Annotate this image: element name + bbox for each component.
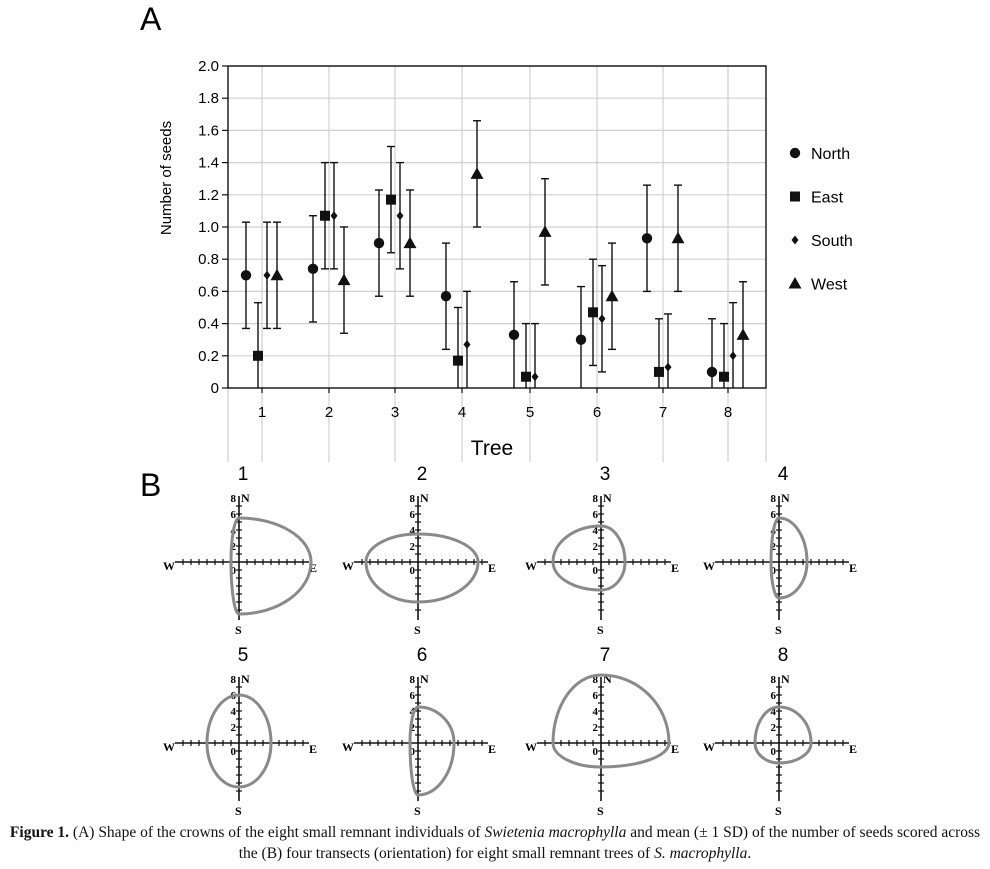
series-east: [253, 147, 729, 389]
west-label: W: [163, 740, 175, 754]
radial-tick-label: 2: [592, 541, 598, 553]
crown-outline: [553, 675, 669, 767]
crown-plot-title: 3: [599, 464, 611, 485]
radial-tick-label: 6: [770, 509, 776, 521]
data-point: [521, 372, 531, 382]
crown-plot-4: [703, 464, 857, 637]
figure-caption: [0, 822, 990, 864]
radial-tick-label: 4: [230, 525, 236, 537]
data-point: [654, 367, 664, 377]
north-label: N: [603, 491, 612, 505]
data-point: [719, 372, 729, 382]
south-label: S: [414, 623, 421, 637]
data-point: [441, 291, 451, 301]
data-point: [707, 367, 717, 377]
caption-text-3: .: [747, 845, 752, 862]
x-tick-label: 3: [390, 404, 400, 421]
y-tick-label: 1.2: [198, 186, 219, 204]
data-point: [320, 211, 330, 221]
data-point: [271, 269, 284, 281]
radial-tick-label: 8: [230, 493, 236, 505]
y-tick-label: 2.0: [198, 58, 219, 75]
data-point: [404, 237, 417, 249]
radial-tick-label: 2: [409, 722, 415, 734]
crown-plot-7: [525, 645, 679, 818]
legend-marker-east: [790, 192, 800, 202]
data-point: [532, 372, 539, 381]
radial-tick-label: 4: [409, 525, 415, 537]
y-tick-label: 1.6: [198, 122, 219, 140]
east-label: E: [309, 561, 318, 575]
legend-marker-west: [789, 277, 802, 289]
west-label: W: [163, 559, 175, 573]
crown-plot-8: [703, 645, 857, 818]
radial-tick-label: 2: [409, 541, 415, 553]
north-label: N: [603, 672, 612, 686]
x-tick-label: 6: [592, 404, 602, 421]
crown-plot-title: 7: [599, 645, 611, 666]
east-label: E: [309, 742, 318, 756]
crown-outline: [755, 707, 811, 763]
series-west: [271, 121, 750, 388]
data-point: [264, 271, 271, 280]
radial-tick-label: 8: [770, 493, 776, 505]
y-tick-label: 1.4: [198, 154, 219, 172]
panel-b-label: B: [140, 467, 162, 503]
south-label: S: [597, 623, 604, 637]
radial-tick-label: 8: [409, 493, 415, 505]
crown-plot-title: 8: [777, 645, 789, 666]
south-label: S: [235, 623, 242, 637]
caption-label: Figure 1.: [9, 824, 70, 841]
north-label: N: [420, 672, 429, 686]
y-tick-label: 1.0: [198, 219, 219, 236]
data-point: [642, 233, 652, 243]
north-label: N: [241, 491, 250, 505]
data-point: [308, 264, 318, 274]
data-point: [576, 335, 586, 345]
radial-tick-label: 6: [230, 509, 236, 521]
crown-shape-charts: [163, 464, 857, 818]
south-label: S: [235, 804, 242, 818]
data-point: [509, 330, 519, 340]
x-tick-label: 8: [723, 404, 733, 421]
radial-tick-label: 6: [409, 509, 415, 521]
data-point: [241, 270, 251, 280]
y-tick-label: 0.4: [198, 315, 219, 333]
north-label: N: [781, 491, 790, 505]
radial-tick-label: 6: [592, 690, 598, 702]
data-point: [453, 356, 463, 366]
radial-tick-label: 2: [592, 722, 598, 734]
radial-tick-label: 2: [770, 541, 776, 553]
radial-tick-label: 2: [230, 541, 236, 553]
east-label: E: [671, 561, 680, 575]
east-label: E: [849, 742, 858, 756]
west-label: W: [703, 740, 715, 754]
south-label: S: [414, 804, 421, 818]
crown-plot-3: [525, 464, 679, 637]
radial-tick-label: 6: [770, 690, 776, 702]
series-south: [263, 163, 737, 388]
series-north: [241, 185, 717, 388]
south-label: S: [775, 804, 782, 818]
radial-tick-label: 4: [770, 525, 776, 537]
legend: [789, 146, 853, 294]
west-label: W: [342, 559, 354, 573]
data-point: [672, 232, 685, 244]
radial-tick-label: 0: [230, 746, 236, 758]
y-tick-label: 0.8: [198, 251, 219, 269]
radial-tick-label: 2: [230, 722, 236, 734]
south-label: S: [597, 804, 604, 818]
crown-plot-title: 2: [416, 464, 428, 485]
x-tick-label: 4: [457, 404, 467, 421]
radial-tick-label: 8: [230, 674, 236, 686]
radial-tick-label: 2: [770, 722, 776, 734]
radial-tick-label: 6: [409, 690, 415, 702]
x-tick-label: 7: [658, 404, 668, 421]
crown-plot-2: [342, 464, 496, 637]
west-label: W: [342, 740, 354, 754]
legend-label-north: North: [811, 146, 851, 163]
caption-text-1: (A) Shape of the crowns of the eight small remnant individuals of: [69, 824, 485, 841]
north-label: N: [241, 672, 250, 686]
radial-tick-label: 0: [409, 746, 415, 758]
radial-tick-label: 0: [230, 565, 236, 577]
legend-label-west: West: [811, 276, 848, 294]
radial-tick-label: 4: [409, 706, 415, 718]
west-label: W: [525, 740, 537, 754]
radial-tick-label: 8: [592, 674, 598, 686]
crown-plot-6: [342, 645, 496, 818]
data-point: [338, 274, 351, 286]
y-tick-label: 0.2: [198, 347, 219, 365]
y-axis-title: Number of seeds: [158, 120, 175, 236]
panel-a-label: A: [140, 1, 162, 37]
radial-tick-label: 8: [592, 493, 598, 505]
west-label: W: [525, 559, 537, 573]
crown-outline: [231, 518, 311, 614]
radial-tick-label: 4: [230, 706, 236, 718]
crown-outline: [366, 534, 478, 602]
data-point: [665, 363, 672, 372]
crown-plot-title: 5: [237, 645, 249, 666]
legend-marker-south: [792, 236, 799, 245]
x-tick-label: 2: [324, 404, 334, 421]
legend-label-east: East: [811, 189, 844, 207]
legend-label-south: South: [811, 233, 853, 250]
north-label: N: [420, 491, 429, 505]
radial-tick-label: 4: [592, 706, 598, 718]
east-label: E: [488, 742, 497, 756]
radial-tick-label: 8: [770, 674, 776, 686]
data-point: [730, 351, 737, 360]
data-point: [471, 167, 484, 179]
crown-plot-5: [163, 645, 317, 818]
data-point: [464, 340, 471, 349]
data-point: [374, 238, 384, 248]
x-tick-label: 5: [525, 404, 535, 421]
data-point: [737, 328, 750, 340]
crown-plot-1: [163, 464, 317, 637]
east-label: E: [849, 561, 858, 575]
data-point: [386, 195, 396, 205]
radial-tick-label: 8: [409, 674, 415, 686]
data-point: [331, 211, 338, 220]
x-tick-label: 1: [257, 404, 267, 421]
seed-count-chart: [158, 58, 853, 462]
legend-marker-north: [790, 148, 800, 158]
radial-tick-label: 0: [770, 746, 776, 758]
y-tick-label: 0: [210, 380, 219, 397]
crown-outline: [553, 526, 625, 590]
west-label: W: [703, 559, 715, 573]
radial-tick-label: 0: [770, 565, 776, 577]
radial-tick-label: 0: [592, 746, 598, 758]
x-axis-title: Tree: [470, 437, 514, 460]
y-tick-label: 1.8: [198, 90, 219, 108]
data-point: [253, 351, 263, 361]
east-label: E: [671, 742, 680, 756]
data-point: [588, 307, 598, 317]
y-tick-label: 0.6: [198, 283, 219, 301]
north-label: N: [781, 672, 790, 686]
caption-text-2: and mean (± 1 SD) of the number of seeds scored across the (B) four transects (orientation) for eight small remnant trees of: [238, 824, 981, 862]
radial-tick-label: 4: [770, 706, 776, 718]
data-point: [397, 211, 404, 220]
radial-tick-label: 6: [230, 690, 236, 702]
crown-plot-title: 1: [237, 464, 249, 485]
radial-tick-label: 6: [592, 509, 598, 521]
data-point: [599, 314, 606, 323]
south-label: S: [775, 623, 782, 637]
caption-species: Swietenia macrophylla: [484, 824, 627, 841]
caption-species-abbrev: S. macrophylla: [654, 845, 748, 862]
radial-tick-label: 0: [592, 565, 598, 577]
crown-plot-title: 6: [416, 645, 428, 666]
radial-tick-label: 0: [409, 565, 415, 577]
radial-tick-label: 4: [592, 525, 598, 537]
east-label: E: [488, 561, 497, 575]
crown-plot-title: 4: [777, 464, 789, 485]
